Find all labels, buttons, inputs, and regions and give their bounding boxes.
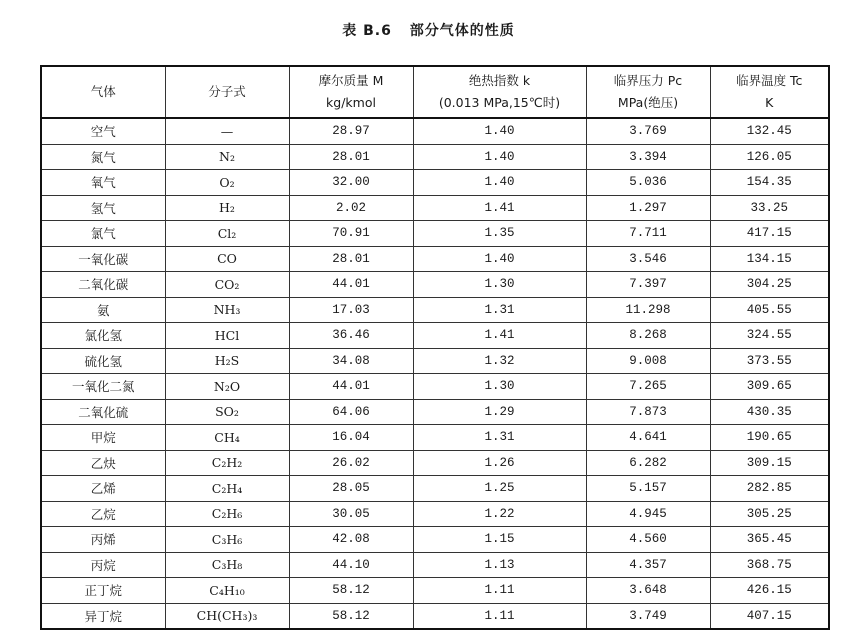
cell-critical-pressure: 9.008 bbox=[586, 348, 710, 374]
cell-gas: 一氧化二氮 bbox=[41, 374, 165, 400]
cell-critical-pressure: 5.157 bbox=[586, 476, 710, 502]
cell-critical-pressure: 7.873 bbox=[586, 399, 710, 425]
table-row bbox=[41, 425, 829, 451]
cell-critical-pressure: 7.397 bbox=[586, 272, 710, 298]
cell-gas: 二氧化碳 bbox=[41, 272, 165, 298]
cell-adiabatic-index: 1.31 bbox=[413, 297, 586, 323]
cell-adiabatic-index: 1.29 bbox=[413, 399, 586, 425]
cell-adiabatic-index: 1.30 bbox=[413, 272, 586, 298]
cell-gas: 乙烯 bbox=[41, 476, 165, 502]
cell-adiabatic-index: 1.32 bbox=[413, 348, 586, 374]
header-formula bbox=[165, 66, 289, 118]
cell-critical-pressure: 7.265 bbox=[586, 374, 710, 400]
cell-adiabatic-index: 1.41 bbox=[413, 195, 586, 221]
cell-critical-temperature: 282.85 bbox=[710, 476, 829, 502]
table-row bbox=[41, 552, 829, 578]
header-label: 绝热指数 k bbox=[468, 73, 531, 88]
cell-molar-mass: 17.03 bbox=[289, 297, 413, 323]
cell-critical-temperature: 304.25 bbox=[710, 272, 829, 298]
cell-gas: 正丁烷 bbox=[41, 578, 165, 604]
header-unit: K bbox=[765, 95, 774, 110]
cell-critical-pressure: 4.560 bbox=[586, 527, 710, 553]
cell-critical-temperature: 407.15 bbox=[710, 603, 829, 629]
header-label: 摩尔质量 M bbox=[318, 73, 384, 88]
cell-formula: C₂H₂ bbox=[165, 450, 289, 476]
cell-critical-pressure: 4.641 bbox=[586, 425, 710, 451]
cell-adiabatic-index: 1.40 bbox=[413, 246, 586, 272]
cell-adiabatic-index: 1.22 bbox=[413, 501, 586, 527]
cell-gas: 氢气 bbox=[41, 195, 165, 221]
cell-molar-mass: 44.01 bbox=[289, 272, 413, 298]
cell-critical-pressure: 8.268 bbox=[586, 323, 710, 349]
cell-critical-temperature: 324.55 bbox=[710, 323, 829, 349]
table-row bbox=[41, 118, 829, 144]
table-row bbox=[41, 578, 829, 604]
cell-molar-mass: 28.01 bbox=[289, 246, 413, 272]
cell-molar-mass: 28.97 bbox=[289, 118, 413, 144]
cell-molar-mass: 28.01 bbox=[289, 144, 413, 170]
header-unit: MPa(绝压) bbox=[617, 95, 679, 110]
cell-formula: SO₂ bbox=[165, 399, 289, 425]
cell-critical-pressure: 11.298 bbox=[586, 297, 710, 323]
cell-formula: C₃H₈ bbox=[165, 552, 289, 578]
header-gas bbox=[41, 66, 165, 118]
cell-molar-mass: 44.01 bbox=[289, 374, 413, 400]
table-row bbox=[41, 450, 829, 476]
cell-formula: C₃H₆ bbox=[165, 527, 289, 553]
cell-gas: 丙烯 bbox=[41, 527, 165, 553]
header-unit: (0.013 MPa,15℃时) bbox=[438, 95, 561, 110]
cell-gas: 二氧化硫 bbox=[41, 399, 165, 425]
cell-molar-mass: 16.04 bbox=[289, 425, 413, 451]
cell-formula: C₂H₄ bbox=[165, 476, 289, 502]
table-row bbox=[41, 348, 829, 374]
cell-adiabatic-index: 1.30 bbox=[413, 374, 586, 400]
cell-formula: CH(CH₃)₃ bbox=[165, 603, 289, 629]
cell-adiabatic-index: 1.31 bbox=[413, 425, 586, 451]
cell-critical-temperature: 417.15 bbox=[710, 221, 829, 247]
header-unit: kg/kmol bbox=[326, 95, 376, 110]
cell-gas: 空气 bbox=[41, 118, 165, 144]
cell-critical-pressure: 3.394 bbox=[586, 144, 710, 170]
table-caption bbox=[0, 20, 857, 40]
cell-formula: O₂ bbox=[165, 170, 289, 196]
cell-critical-temperature: 405.55 bbox=[710, 297, 829, 323]
cell-formula: N₂ bbox=[165, 144, 289, 170]
cell-molar-mass: 44.10 bbox=[289, 552, 413, 578]
cell-molar-mass: 28.05 bbox=[289, 476, 413, 502]
header-adiabatic-index bbox=[413, 66, 586, 118]
table-row bbox=[41, 297, 829, 323]
cell-critical-temperature: 132.45 bbox=[710, 118, 829, 144]
cell-gas: 氯化氢 bbox=[41, 323, 165, 349]
table-row bbox=[41, 374, 829, 400]
cell-critical-pressure: 3.546 bbox=[586, 246, 710, 272]
cell-formula: NH₃ bbox=[165, 297, 289, 323]
table-title: 部分气体的性质 bbox=[409, 23, 515, 39]
cell-gas: 氧气 bbox=[41, 170, 165, 196]
cell-critical-temperature: 190.65 bbox=[710, 425, 829, 451]
cell-adiabatic-index: 1.11 bbox=[413, 603, 586, 629]
cell-critical-temperature: 430.35 bbox=[710, 399, 829, 425]
table-row bbox=[41, 527, 829, 553]
cell-critical-temperature: 368.75 bbox=[710, 552, 829, 578]
cell-gas: 硫化氢 bbox=[41, 348, 165, 374]
table-row bbox=[41, 144, 829, 170]
cell-molar-mass: 36.46 bbox=[289, 323, 413, 349]
header-row bbox=[41, 66, 829, 118]
header-label: 气体 bbox=[90, 84, 116, 99]
cell-formula: CO₂ bbox=[165, 272, 289, 298]
cell-critical-temperature: 426.15 bbox=[710, 578, 829, 604]
cell-molar-mass: 58.12 bbox=[289, 603, 413, 629]
cell-adiabatic-index: 1.15 bbox=[413, 527, 586, 553]
header-label: 分子式 bbox=[208, 84, 246, 99]
cell-formula: Cl₂ bbox=[165, 221, 289, 247]
cell-molar-mass: 58.12 bbox=[289, 578, 413, 604]
header-critical-pressure bbox=[586, 66, 710, 118]
table-row bbox=[41, 603, 829, 629]
table-row bbox=[41, 170, 829, 196]
cell-critical-pressure: 3.749 bbox=[586, 603, 710, 629]
table-row bbox=[41, 323, 829, 349]
cell-formula: H₂ bbox=[165, 195, 289, 221]
cell-molar-mass: 64.06 bbox=[289, 399, 413, 425]
cell-gas: 氯气 bbox=[41, 221, 165, 247]
cell-gas: 丙烷 bbox=[41, 552, 165, 578]
cell-gas: 一氧化碳 bbox=[41, 246, 165, 272]
table-row bbox=[41, 399, 829, 425]
cell-molar-mass: 32.00 bbox=[289, 170, 413, 196]
cell-adiabatic-index: 1.35 bbox=[413, 221, 586, 247]
cell-adiabatic-index: 1.40 bbox=[413, 118, 586, 144]
cell-critical-pressure: 7.711 bbox=[586, 221, 710, 247]
gas-properties-table bbox=[40, 65, 830, 630]
cell-formula: H₂S bbox=[165, 348, 289, 374]
cell-adiabatic-index: 1.26 bbox=[413, 450, 586, 476]
cell-gas: 乙炔 bbox=[41, 450, 165, 476]
cell-formula: — bbox=[165, 118, 289, 144]
cell-adiabatic-index: 1.41 bbox=[413, 323, 586, 349]
cell-critical-pressure: 5.036 bbox=[586, 170, 710, 196]
cell-formula: C₂H₆ bbox=[165, 501, 289, 527]
header-label: 临界压力 Pc bbox=[613, 73, 683, 88]
cell-critical-temperature: 126.05 bbox=[710, 144, 829, 170]
cell-critical-temperature: 309.65 bbox=[710, 374, 829, 400]
cell-adiabatic-index: 1.40 bbox=[413, 144, 586, 170]
header-critical-temperature bbox=[710, 66, 829, 118]
cell-molar-mass: 34.08 bbox=[289, 348, 413, 374]
cell-adiabatic-index: 1.40 bbox=[413, 170, 586, 196]
cell-critical-temperature: 309.15 bbox=[710, 450, 829, 476]
cell-critical-temperature: 134.15 bbox=[710, 246, 829, 272]
cell-molar-mass: 30.05 bbox=[289, 501, 413, 527]
cell-molar-mass: 42.08 bbox=[289, 527, 413, 553]
cell-formula: HCl bbox=[165, 323, 289, 349]
cell-gas: 氮气 bbox=[41, 144, 165, 170]
cell-adiabatic-index: 1.11 bbox=[413, 578, 586, 604]
cell-critical-temperature: 373.55 bbox=[710, 348, 829, 374]
table-row bbox=[41, 221, 829, 247]
cell-gas: 异丁烷 bbox=[41, 603, 165, 629]
table-row bbox=[41, 195, 829, 221]
cell-formula: CO bbox=[165, 246, 289, 272]
cell-molar-mass: 70.91 bbox=[289, 221, 413, 247]
cell-formula: N₂O bbox=[165, 374, 289, 400]
table-row bbox=[41, 501, 829, 527]
cell-critical-pressure: 3.769 bbox=[586, 118, 710, 144]
header-molar-mass bbox=[289, 66, 413, 118]
cell-critical-pressure: 1.297 bbox=[586, 195, 710, 221]
cell-formula: CH₄ bbox=[165, 425, 289, 451]
table-number: 表 B.6 bbox=[342, 23, 392, 39]
table-row bbox=[41, 246, 829, 272]
cell-adiabatic-index: 1.13 bbox=[413, 552, 586, 578]
cell-critical-pressure: 6.282 bbox=[586, 450, 710, 476]
cell-adiabatic-index: 1.25 bbox=[413, 476, 586, 502]
cell-critical-pressure: 4.945 bbox=[586, 501, 710, 527]
header-label: 临界温度 Tc bbox=[736, 73, 803, 88]
cell-gas: 乙烷 bbox=[41, 501, 165, 527]
cell-critical-pressure: 3.648 bbox=[586, 578, 710, 604]
cell-gas: 甲烷 bbox=[41, 425, 165, 451]
table-row bbox=[41, 476, 829, 502]
cell-critical-temperature: 365.45 bbox=[710, 527, 829, 553]
cell-critical-temperature: 33.25 bbox=[710, 195, 829, 221]
cell-critical-temperature: 154.35 bbox=[710, 170, 829, 196]
cell-critical-temperature: 305.25 bbox=[710, 501, 829, 527]
cell-critical-pressure: 4.357 bbox=[586, 552, 710, 578]
cell-molar-mass: 2.02 bbox=[289, 195, 413, 221]
cell-molar-mass: 26.02 bbox=[289, 450, 413, 476]
cell-formula: C₄H₁₀ bbox=[165, 578, 289, 604]
table-row bbox=[41, 272, 829, 298]
cell-gas: 氨 bbox=[41, 297, 165, 323]
